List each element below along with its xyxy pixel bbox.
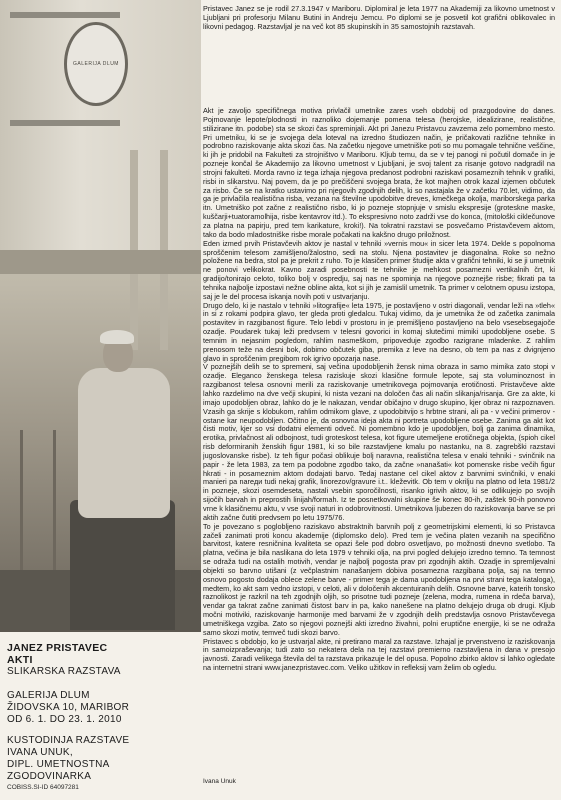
exhibition-subtitle: AKTI bbox=[7, 654, 33, 666]
curator-block bbox=[7, 735, 192, 783]
figure-body bbox=[78, 368, 170, 518]
gallery-sign bbox=[64, 22, 128, 106]
essay-paragraph: To je povezano s poglobljeno raziskavo abstraktnih barvnih polj z geometrijskimi elementi, ki so Pristavca začeli zanimati proti koncu akademije (diplomsko delo). Pred tem je večina platen vezanih na specifično barvitost, katere resničnina kvaliteta se opazi šele pod dobro osvetljavo, po možnosti dnevno svetlobo. Ta platna, večina je bila naslikana do leta 1979 v tehniki olja, na prvi pogled delujejo izredno temno. Ta temnost se odraža tudi na ostalih motivih, vendar je najbolj pogosta prav pri zgodnjih aktih. Ozadje in spremljevalni objekti so barvno utišani (z večplastnim nanašanjem dobiva posamezna razgibana polja, saj na temno osnovo pogosto dodaja oblece zelene barve - primer tega je dama upodobljena na prvi strani tega kataloga), medtem, ko akt sam vedno izstopi, v celoti, ali v določenih akcentuiranih delih. Osnovne barve, katerih tonsko raznolikost je razkril na teh zgodnjih oljih, so prisotne tudi pozneje (zelena, modra, rumena in rdeča barva), vendar ga takrat začne zanimati čistost barv in pa, kako nanešene na platno delujejo druga ob drugi. Kljub močni motiviki, raziskovanje harmonije med barvami že v zgodnjih delih predstavlja osnovo Pristavčevega umetniškega vzgiba. Zato so njegovi poznejši akti izredno živahni, polni eruptične energije, ki se ne odraža samo skozi motiv, temveč tudi skozi barvo. bbox=[203, 521, 555, 637]
venue-line: GALERIJA DLUM bbox=[7, 690, 90, 701]
essay-paragraph: Pristavec s obdobjo, ko je ustvarjal akte, ni pretirano maral za razstave. Izhajal je prvenstveno iz raziskovanja in samoizpraševanja; tudi zato so nekatera dela na tej razstavi premierno razstavljena in dana v presojo javnosti. Zaradi velikega števila del ta razstava prikazuje le del opusa. Popolno zbirko aktov si lahko ogledate na internetni strani www.janezpristavec.com. Veliko užitkov in refleksij vam želim ob ogledu. bbox=[203, 636, 555, 673]
intro-text: Pristavec Janez se je rodil 27.3.1947 v Mariboru. Diplomiral je leta 1977 na Akademiji za likovno umetnost v Ljubljani pri profesorju Milanu Butini in Andreju Jemcu. Po diplomi se je posvetil kot grafični oblikovalec in likovni pedagog. Razstavljal je na več kot 85 skupinskih in 35 samostojnih razstavah. bbox=[203, 4, 555, 31]
figure-legs bbox=[70, 500, 175, 630]
essay-paragraph: Eden izmed prvih Pristavčevih aktov je nastal v tehniki »vernis mou« in sicer leta 1974. Dekle s popolnoma sproščenim telesom zamišljeno/žalostno, sedi na stolu. Njena postavitev je diagonalna. Roke so nežno položene na bedra, stol pa je prekrit z ruho. To je klasičen primer študije akta v grafični tehniki, ki se ji umetnik ne ponovi velikokrat. Kavno zaradi posebnosti te tehnike je mehkost posamezni vertikalnih črt, ki gradijo/tonirajo celoto, toliko bolj v ospredju, saj nas ne spominja na njegove poznejše risbe; fikrati pa ta tehnika najbolje izpostavi nežne obline akta, kot si jih je zamislil umetnik. Ta primer v celotnem opusu izstopa, saj je le del procesa iskanja novih poti v ustvarjanju. bbox=[203, 238, 555, 301]
essay-paragraph: V poznejših delih se to spremeni, saj večina upodobljenih žensk nima obraza in samo mimika zato stopi v ozadje. Eleganco ženskega telesa raziskuje skozi klasične formule lepote, saj sta voluminoznost in razgibanost telesa osnovni merili za raziskovanje umetnikovega pojmovanja erotičnosti. Pristavčeve akte lahko razdelimo na dve večji skupini, ki nista vezani na določen čas ali način slikanja/risanja. Gre za akte, ki imajo upodobljen obraz, lahko do je le nakazan, vendar običajno v drugo skupino, kjer obraz ni razpoznaven. Vzasih ga skrije s klobukom, rahlim odmikom glave, z upodobitvijo s hrbtne strani, ali pa - v večini primerov - ostane kar neupodobljen. Očitno je, da osnovna ideja akta ni portreta upodobljene osebe. Zanima ga akt kot čisti motiv, kjer so vsi dodatni elementi odveč. Ni pomembno kdo je upodobljen, bolj ga zanima dinamika, erotika, privlačnost ali odbojnost, tudi groteskost telesa, kot figure utemeljene erotičnega objekta, (spioh cikel risb deformiranih ženskih figur 1981, ki so bile razstavljene kmalu po nastanku, na 8. zagrebški razstavi jugoslovanske risbe). Iz teh figur počasi oblikuje bolj naravna, realistična telesa v enaki tehniki - svinčnik na papir - že leta 1983, za tem pa podobne zgodbo tako, da začne »nanašati« kot pomenske risbe večih figur hkrati - in posameznim aktom dodajati barvo. Tedaj nastane cel cikel aktov z barvnimi svinčniki, v enaki manieri pa nareди tudi nekaj grafik, linorezov/gravure i.t.. kleževitk. Ob tem v okrilju na platno od leta 1981/2 in pozneje, skozi osemdeseta, nastali vsebin sporočilnosti, risanko igrivih aktov, ki se odlikujejo po svojih sijočih barvah in preprostih linijah/formah. Iz te posnetkovalni skupine še konec 80-ih, zaštek 90-ih ponovno vrne k klasičnemu aktu, v vse svoji naturi in odobrovitnosti. Umetnikova ljubezen do raziskovanja barve se pri aktih začne čutiti predvsem po letu 1975/76. bbox=[203, 362, 555, 522]
curator-line: IVANA UNUK, bbox=[7, 747, 73, 758]
essay-body bbox=[203, 107, 555, 743]
venue-line: OD 6. 1. DO 23. 1. 2010 bbox=[7, 714, 122, 725]
artist-name: JANEZ PRISTAVEC bbox=[7, 642, 108, 654]
figure-hair bbox=[100, 330, 134, 344]
cip-cobiss: COBISS.SI-ID 64097281 bbox=[7, 784, 79, 791]
venue-block bbox=[7, 690, 192, 726]
intro-paragraph bbox=[203, 5, 555, 32]
curator-line: KUSTODINJA RAZSTAVE bbox=[7, 735, 130, 746]
facade-line bbox=[10, 12, 120, 18]
artist-photo bbox=[0, 0, 201, 632]
gallery-facade bbox=[0, 0, 201, 270]
stool bbox=[20, 430, 56, 570]
gallery-sign-text: GALERIJA DLUM bbox=[73, 61, 119, 67]
venue-line: ŽIDOVSKA 10, MARIBOR bbox=[7, 702, 130, 713]
cip-record bbox=[7, 784, 157, 798]
awning bbox=[0, 250, 201, 274]
exhibition-caption bbox=[7, 642, 192, 678]
essay-paragraph: Akt je zavoljo specifičnega motiva privlačil umetnike zares vseh obdobij od prazgodovine do danes. Pojmovanje lepote/plodnosti in raznoliko dojemanje pomena telesa (herojske, idealizirane, realistične, stilizirane itn. podobe) sta se skozi čas spreminjali. Akt pri Janezu Pristavcu zavzema zelo pomembno mesto. Pri umetniku, ki se je svojega dela loteval na izredno študiozen način, je pričakovati različne tehnike in podrobno raziskovanje akta skozi čas. Na začetku njegove umetniške poti so mu pomagale tehnične veščine, ki jih je pridobil na Fakulteti za strojništvo v Mariboru. Kljub temu, da se v tej panogi ni počutil domače in je pozneje končal še Akademijo za likovno umetnost v Ljubljani, je svoj talent za risanje gotovo nadgradil na strojni fakulteti. Morda ravno iz tega izhaja njegova predanost podrobni raziskavi posameznih tehnik v grafiki, risbi in slikarstvu. Naj povem, da je po prečiščeni svojega brata, že kot majhen otrok kazal izjemen občutek za risbo. Če se na kratko ustavimo pri njegovih zgodnjih delih, ki so nastajala že v začetku 70.let, vidimo, da ga je privlačila realistična risba, vezana na številne upodobitve dreves, kmečkega okolja, mariborskega parka itn. Umetniško pot začne z realistično risbo, ki jo pozneje stopnjuje v smislu ekspresije (groteskne maske, kuščarji+tuatoramolhija, risbe kentavrov itd.). To ekspresivno noto zadrži vse do konca, (mitološki ciklečunove za platna na papirju, pred tem karikature, kroki!). Na tokratni razstavi se posvečamo Pristavčevem aktom, tako da bodo mladostniške risbe morale počakati na kakšno drugo priložnost. bbox=[203, 107, 555, 239]
facade-line bbox=[10, 120, 120, 126]
curator-line: ZGODOVINARKA bbox=[7, 771, 92, 782]
curator-line: DIPL. UMETNOSTNA bbox=[7, 759, 110, 770]
exhibition-type: SLIKARSKA RAZSTAVA bbox=[7, 666, 121, 677]
essay-paragraph: Drugo delo, ki je nastalo v tehniki »litografije« leta 1975, je postavljeno v ostri diagonali, vendar leži na »tleh« in si z rokami podpira glavo, ter gleda proti gledalcu. Tukaj vidimo, da je umetnika že od začetka zanimala postavitev in razgibanost figure. Telo lebdi v prostoru in je premišljeno postavljeno na belo vsesebsegajoče ozadje. Poudarek tukaj leži predvsem v telesni govorici in komaj slutečimi mimiki upodobljene osebe. S temnim in nejasnim pogledom, rahlim nasmeškom, pripoveduje zgodbo razigrane mladenke. Z rahlim prenosom teže na desni bok, dobimo občutek giba, premika z leve na desno, ob tem pa nas z dvignjeno glavo in sproščenim pregibom rok igrivo opozarja nase. bbox=[203, 300, 555, 363]
essay-author: Ivana Unuk bbox=[203, 778, 236, 785]
